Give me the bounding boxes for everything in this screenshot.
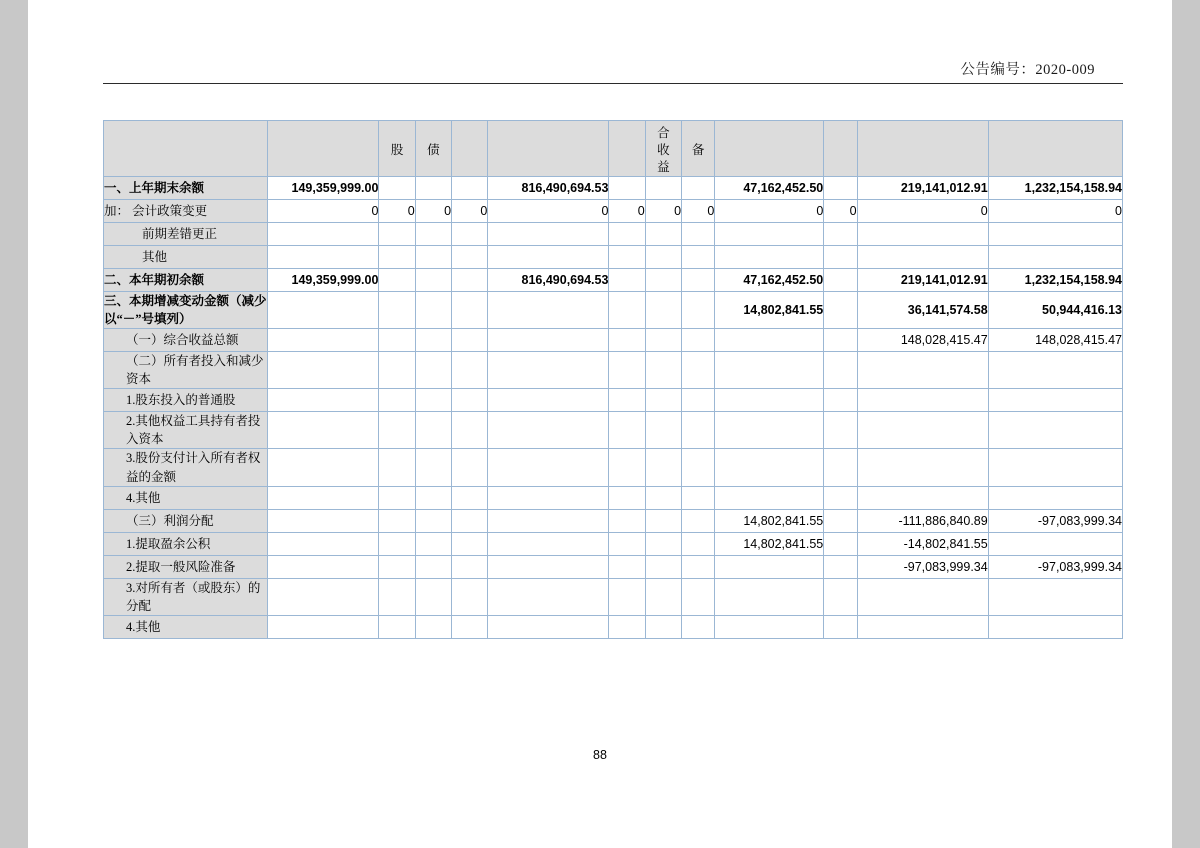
- row-value-cell: [824, 389, 857, 412]
- row-value-cell: 47,162,452.50: [715, 176, 824, 199]
- row-label: （二）所有者投入和减少资本: [104, 351, 268, 388]
- row-label: 1.股东投入的普通股: [104, 389, 268, 412]
- row-value-cell: [682, 245, 715, 268]
- row-value-cell: [682, 328, 715, 351]
- header-label-11: [916, 146, 929, 150]
- row-value-cell: [645, 412, 681, 449]
- row-label: 三、本期增减变动金额（减少以“－”号填列）: [104, 291, 268, 328]
- row-value-cell: [379, 222, 415, 245]
- header-cell-5: [488, 121, 609, 177]
- row-value-cell: [379, 412, 415, 449]
- header-label-8: 备: [691, 142, 705, 157]
- row-value-cell: [379, 486, 415, 509]
- row-value-cell: [715, 615, 824, 638]
- row-value-cell: [452, 532, 488, 555]
- row-value-cell: 0: [857, 199, 988, 222]
- row-value-cell: [715, 486, 824, 509]
- row-value-cell: [857, 222, 988, 245]
- row-label: 加： 会计政策变更: [104, 199, 268, 222]
- header-cell-8: [682, 121, 715, 177]
- row-label: 其他: [104, 245, 268, 268]
- row-value-cell: [988, 578, 1122, 615]
- row-value-cell: [488, 351, 609, 388]
- row-value-cell: 47,162,452.50: [715, 268, 824, 291]
- row-value-cell: [452, 222, 488, 245]
- row-label: 二、本年期初余额: [104, 268, 268, 291]
- header-label-6: [621, 146, 634, 150]
- row-value-cell: 149,359,999.00: [268, 176, 379, 199]
- row-value-cell: [268, 486, 379, 509]
- header-label-7: 合收益: [657, 126, 670, 174]
- row-value-cell: [415, 615, 451, 638]
- row-value-cell: [379, 351, 415, 388]
- header-cell-1: [268, 121, 379, 177]
- row-value-cell: [452, 351, 488, 388]
- table-row: [104, 328, 1123, 351]
- row-value-cell: [682, 578, 715, 615]
- row-value-cell: [988, 222, 1122, 245]
- row-value-cell: [452, 245, 488, 268]
- table-row: [104, 578, 1123, 615]
- row-value-cell: 50,944,416.13: [988, 291, 1122, 328]
- financial-table: [103, 120, 1123, 639]
- row-value-cell: [824, 328, 857, 351]
- row-value-cell: 148,028,415.47: [857, 328, 988, 351]
- row-value-cell: 0: [415, 199, 451, 222]
- header-cell-2: [379, 121, 415, 177]
- row-value-cell: [452, 449, 488, 486]
- row-value-cell: -111,886,840.89: [857, 509, 988, 532]
- row-value-cell: [645, 615, 681, 638]
- row-value-cell: 149,359,999.00: [268, 268, 379, 291]
- row-value-cell: [379, 509, 415, 532]
- row-value-cell: [682, 222, 715, 245]
- header-divider: [103, 83, 1123, 84]
- row-value-cell: [824, 486, 857, 509]
- row-value-cell: [415, 449, 451, 486]
- table-header-row: [104, 121, 1123, 177]
- row-value-cell: [988, 615, 1122, 638]
- header-label-2: 股: [390, 142, 404, 157]
- row-value-cell: [824, 555, 857, 578]
- row-value-cell: 1,232,154,158.94: [988, 176, 1122, 199]
- row-value-cell: [268, 351, 379, 388]
- row-value-cell: [379, 389, 415, 412]
- row-value-cell: [488, 509, 609, 532]
- row-value-cell: [645, 509, 681, 532]
- header-cell-10: [824, 121, 857, 177]
- row-value-cell: [645, 486, 681, 509]
- row-value-cell: [824, 532, 857, 555]
- row-value-cell: [824, 245, 857, 268]
- row-value-cell: [645, 268, 681, 291]
- row-value-cell: [488, 532, 609, 555]
- row-value-cell: [379, 268, 415, 291]
- row-value-cell: [645, 291, 681, 328]
- row-value-cell: 0: [379, 199, 415, 222]
- table-row: [104, 532, 1123, 555]
- row-value-cell: [415, 291, 451, 328]
- row-value-cell: [824, 578, 857, 615]
- row-value-cell: [609, 578, 645, 615]
- row-value-cell: [824, 449, 857, 486]
- row-value-cell: [645, 245, 681, 268]
- row-value-cell: 14,802,841.55: [715, 509, 824, 532]
- row-value-cell: [609, 291, 645, 328]
- row-value-cell: 219,141,012.91: [857, 268, 988, 291]
- table-row: [104, 412, 1123, 449]
- row-value-cell: [415, 222, 451, 245]
- row-value-cell: 816,490,694.53: [488, 176, 609, 199]
- table-row: [104, 509, 1123, 532]
- row-value-cell: [609, 509, 645, 532]
- row-value-cell: [824, 268, 857, 291]
- row-label: 3.股份支付计入所有者权益的金额: [104, 449, 268, 486]
- row-value-cell: 14,802,841.55: [715, 291, 824, 328]
- row-value-cell: [682, 176, 715, 199]
- row-value-cell: [857, 486, 988, 509]
- table-row: [104, 486, 1123, 509]
- row-value-cell: [379, 176, 415, 199]
- row-value-cell: [268, 389, 379, 412]
- row-value-cell: [857, 412, 988, 449]
- row-value-cell: [268, 328, 379, 351]
- row-value-cell: 219,141,012.91: [857, 176, 988, 199]
- header-label-3: 债: [427, 142, 440, 157]
- header-cell-12: [988, 121, 1122, 177]
- row-value-cell: [379, 245, 415, 268]
- table-row: [104, 176, 1123, 199]
- row-value-cell: [268, 412, 379, 449]
- row-value-cell: [268, 222, 379, 245]
- row-value-cell: [609, 222, 645, 245]
- row-value-cell: [415, 245, 451, 268]
- row-value-cell: 1,232,154,158.94: [988, 268, 1122, 291]
- row-value-cell: [415, 176, 451, 199]
- row-value-cell: [488, 555, 609, 578]
- header-cell-9: [715, 121, 824, 177]
- row-value-cell: [609, 555, 645, 578]
- row-value-cell: [857, 351, 988, 388]
- row-value-cell: [452, 328, 488, 351]
- row-value-cell: [609, 351, 645, 388]
- row-value-cell: [415, 509, 451, 532]
- header-label-12: [1049, 146, 1062, 150]
- row-value-cell: [645, 222, 681, 245]
- row-value-cell: [988, 449, 1122, 486]
- row-value-cell: [682, 555, 715, 578]
- row-value-cell: 816,490,694.53: [488, 268, 609, 291]
- row-value-cell: [379, 615, 415, 638]
- row-value-cell: 0: [268, 199, 379, 222]
- row-label: （三）利润分配: [104, 509, 268, 532]
- row-value-cell: [488, 449, 609, 486]
- row-label: 3.对所有者（或股东）的分配: [104, 578, 268, 615]
- row-value-cell: [379, 532, 415, 555]
- row-value-cell: -97,083,999.34: [857, 555, 988, 578]
- row-value-cell: [415, 532, 451, 555]
- header-label-0: [179, 146, 192, 150]
- row-value-cell: [715, 222, 824, 245]
- table-row: [104, 199, 1123, 222]
- header-label-4: [463, 146, 476, 150]
- row-value-cell: [452, 509, 488, 532]
- row-value-cell: [268, 291, 379, 328]
- row-value-cell: [824, 291, 857, 328]
- row-value-cell: [379, 291, 415, 328]
- row-value-cell: [682, 532, 715, 555]
- row-label: 前期差错更正: [104, 222, 268, 245]
- row-value-cell: -14,802,841.55: [857, 532, 988, 555]
- row-value-cell: [379, 578, 415, 615]
- table-row: [104, 351, 1123, 388]
- row-label: （一）综合收益总额: [104, 328, 268, 351]
- row-label: 2.提取一般风险准备: [104, 555, 268, 578]
- row-value-cell: [682, 268, 715, 291]
- row-value-cell: 0: [645, 199, 681, 222]
- header-cell-4: [452, 121, 488, 177]
- row-value-cell: [452, 291, 488, 328]
- row-value-cell: [988, 351, 1122, 388]
- row-value-cell: [715, 412, 824, 449]
- row-value-cell: [609, 532, 645, 555]
- row-value-cell: 0: [824, 199, 857, 222]
- row-value-cell: [715, 351, 824, 388]
- row-value-cell: 36,141,574.58: [857, 291, 988, 328]
- row-value-cell: [857, 578, 988, 615]
- row-label: 2.其他权益工具持有者投入资本: [104, 412, 268, 449]
- row-value-cell: [609, 412, 645, 449]
- header-cell-0: [104, 121, 268, 177]
- document-page: [28, 0, 1172, 848]
- row-value-cell: [415, 328, 451, 351]
- header-label-1: [317, 146, 330, 150]
- row-value-cell: [415, 389, 451, 412]
- announcement-number: 公告编号：2020-009: [960, 62, 1095, 78]
- table-row: [104, 449, 1123, 486]
- table-row: [104, 268, 1123, 291]
- row-value-cell: [488, 222, 609, 245]
- row-value-cell: [824, 222, 857, 245]
- row-value-cell: [452, 176, 488, 199]
- row-value-cell: [379, 555, 415, 578]
- row-value-cell: [682, 351, 715, 388]
- row-value-cell: 148,028,415.47: [988, 328, 1122, 351]
- header-cell-3: [415, 121, 451, 177]
- row-value-cell: [415, 412, 451, 449]
- row-value-cell: [645, 449, 681, 486]
- row-value-cell: [452, 389, 488, 412]
- row-value-cell: 0: [609, 199, 645, 222]
- row-value-cell: [609, 245, 645, 268]
- row-value-cell: [824, 176, 857, 199]
- row-value-cell: 0: [715, 199, 824, 222]
- row-value-cell: [268, 449, 379, 486]
- row-value-cell: [645, 176, 681, 199]
- row-value-cell: [452, 486, 488, 509]
- row-value-cell: [682, 615, 715, 638]
- row-value-cell: [488, 328, 609, 351]
- row-value-cell: [682, 509, 715, 532]
- row-value-cell: [824, 615, 857, 638]
- table-row: [104, 615, 1123, 638]
- row-value-cell: [824, 509, 857, 532]
- row-value-cell: [452, 615, 488, 638]
- row-value-cell: [645, 578, 681, 615]
- row-value-cell: [488, 389, 609, 412]
- row-value-cell: [609, 328, 645, 351]
- row-value-cell: [682, 389, 715, 412]
- row-value-cell: [452, 555, 488, 578]
- row-value-cell: [857, 389, 988, 412]
- row-label: 一、上年期末余额: [104, 176, 268, 199]
- row-value-cell: [609, 176, 645, 199]
- row-value-cell: [857, 615, 988, 638]
- row-value-cell: [715, 449, 824, 486]
- row-value-cell: [988, 486, 1122, 509]
- row-value-cell: [379, 449, 415, 486]
- table-row: [104, 389, 1123, 412]
- row-value-cell: [824, 351, 857, 388]
- row-value-cell: [715, 578, 824, 615]
- row-value-cell: [268, 578, 379, 615]
- row-value-cell: [488, 412, 609, 449]
- row-value-cell: [682, 291, 715, 328]
- table-row: [104, 555, 1123, 578]
- row-value-cell: -97,083,999.34: [988, 555, 1122, 578]
- header-label-9: [763, 146, 776, 150]
- row-value-cell: [682, 486, 715, 509]
- row-value-cell: [268, 532, 379, 555]
- row-value-cell: [715, 328, 824, 351]
- row-value-cell: [268, 245, 379, 268]
- row-value-cell: [682, 449, 715, 486]
- row-label: 4.其他: [104, 615, 268, 638]
- row-value-cell: [645, 555, 681, 578]
- table-row: [104, 245, 1123, 268]
- row-label: 1.提取盈余公积: [104, 532, 268, 555]
- row-value-cell: [824, 412, 857, 449]
- row-value-cell: 0: [682, 199, 715, 222]
- row-value-cell: [715, 245, 824, 268]
- row-value-cell: [488, 615, 609, 638]
- header-cell-6: [609, 121, 645, 177]
- row-value-cell: [488, 486, 609, 509]
- row-label: 4.其他: [104, 486, 268, 509]
- row-value-cell: [488, 578, 609, 615]
- row-value-cell: [645, 532, 681, 555]
- row-value-cell: [857, 245, 988, 268]
- row-value-cell: [645, 328, 681, 351]
- row-value-cell: [715, 555, 824, 578]
- row-value-cell: 14,802,841.55: [715, 532, 824, 555]
- statement-of-changes-in-equity-table: [103, 120, 1123, 639]
- row-value-cell: [415, 555, 451, 578]
- row-value-cell: 0: [452, 199, 488, 222]
- row-value-cell: [609, 615, 645, 638]
- header-cell-11: [857, 121, 988, 177]
- row-value-cell: [988, 389, 1122, 412]
- row-value-cell: [645, 389, 681, 412]
- row-value-cell: [988, 532, 1122, 555]
- row-value-cell: [415, 351, 451, 388]
- row-value-cell: [609, 268, 645, 291]
- row-value-cell: [488, 291, 609, 328]
- table-row: [104, 291, 1123, 328]
- row-value-cell: -97,083,999.34: [988, 509, 1122, 532]
- row-value-cell: [857, 449, 988, 486]
- row-value-cell: [715, 389, 824, 412]
- row-value-cell: [268, 555, 379, 578]
- row-value-cell: [379, 328, 415, 351]
- row-value-cell: [988, 412, 1122, 449]
- row-value-cell: [609, 486, 645, 509]
- row-value-cell: [415, 578, 451, 615]
- row-value-cell: [415, 486, 451, 509]
- row-value-cell: [488, 245, 609, 268]
- row-value-cell: [452, 268, 488, 291]
- row-value-cell: [682, 412, 715, 449]
- header-label-10: [834, 146, 847, 150]
- row-value-cell: [609, 389, 645, 412]
- row-value-cell: [645, 351, 681, 388]
- table-row: [104, 222, 1123, 245]
- header-cell-7: [645, 121, 681, 177]
- row-value-cell: [988, 245, 1122, 268]
- row-value-cell: [415, 268, 451, 291]
- table-body: [104, 121, 1123, 639]
- row-value-cell: [268, 509, 379, 532]
- row-value-cell: 0: [488, 199, 609, 222]
- page-number: 88: [593, 748, 607, 762]
- row-value-cell: [452, 578, 488, 615]
- row-value-cell: [609, 449, 645, 486]
- row-value-cell: [452, 412, 488, 449]
- row-value-cell: 0: [988, 199, 1122, 222]
- row-value-cell: [268, 615, 379, 638]
- header-label-5: [542, 146, 555, 150]
